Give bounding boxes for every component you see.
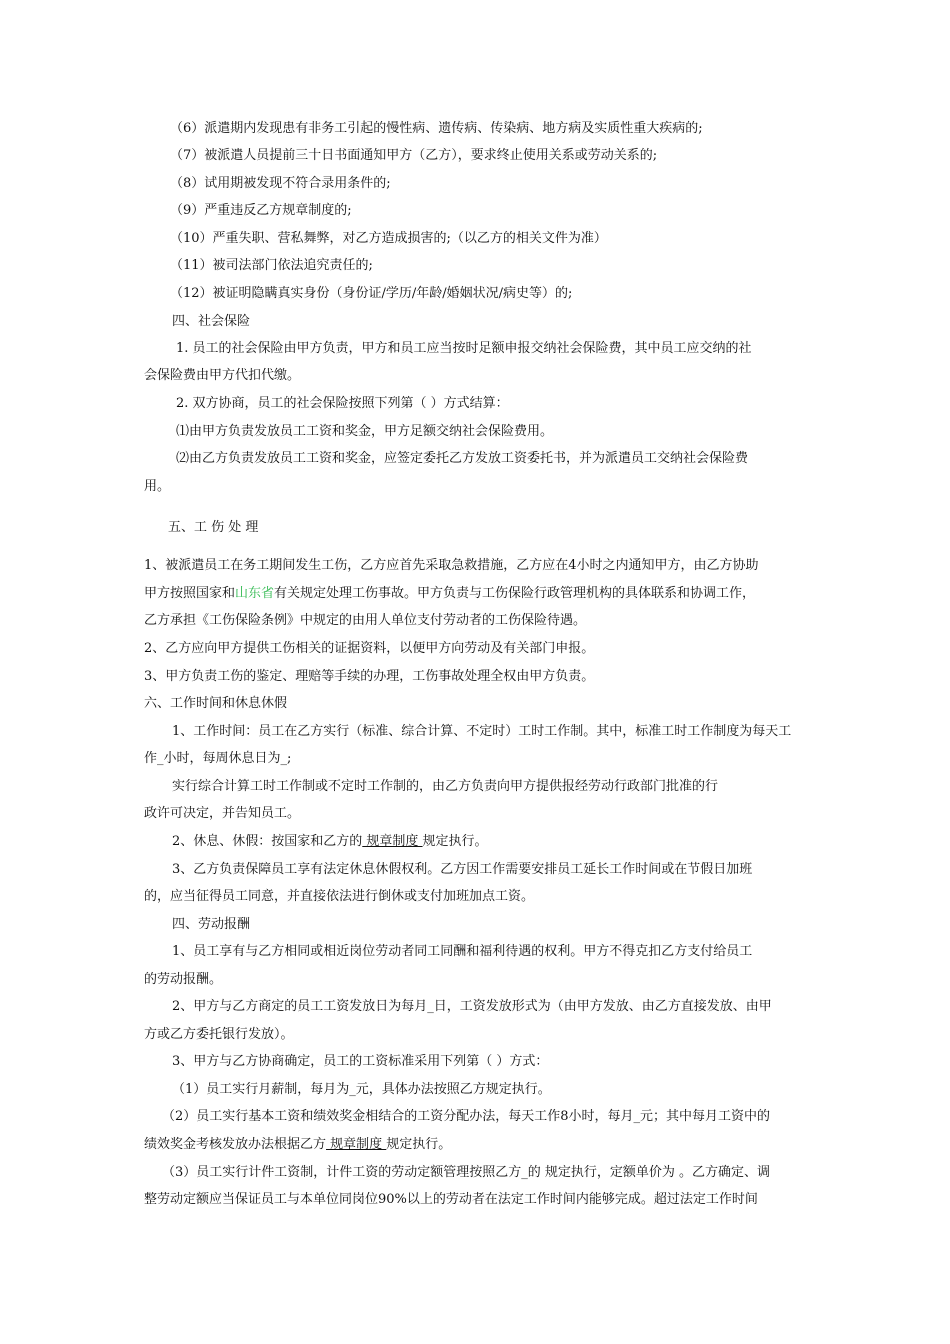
paragraph-line: 1、工作时间：员工在乙方实行（标准、综合计算、不定时）工时工作制。其中，标准工时工作制度为每天工	[172, 724, 792, 739]
clause-8: （8）试用期被发现不符合录用条件的;	[170, 176, 391, 191]
paragraph-line: ⑵由乙方负责发放员工工资和奖金，应签定委托乙方发放工资委托书，并为派遣员工交纳社会保险费	[176, 451, 749, 466]
paragraph-line	[172, 832, 488, 852]
clause-7: （7）被派遣人员提前三十日书面通知甲方（乙方），要求终止使用关系或劳动关系的;	[170, 148, 658, 163]
clause-12: （12）被证明隐瞒真实身份（身份证/学历/年龄/婚姻状况/病史等）的;	[170, 286, 573, 301]
paragraph-line	[144, 584, 755, 604]
rules-underlined: 规章制度	[326, 1137, 387, 1152]
text-run: 有关规定处理工伤事故。甲方负责与工伤保险行政管理机构的具体联系和协调工作，	[274, 586, 756, 601]
text-run: 规定执行。	[422, 834, 488, 849]
paragraph-line: ⑴由甲方负责发放员工工资和奖金，甲方足额交纳社会保险费用。	[176, 424, 554, 439]
clause-6: （6）派遣期内发现患有非务工引起的慢性病、遗传病、传染病、地方病及实质性重大疾病的;	[170, 121, 703, 136]
clause-9: （9）严重违反乙方规章制度的;	[170, 203, 352, 218]
paragraph-line: 作_小时，每周休息日为_;	[144, 751, 292, 766]
paragraph-line: （2）员工实行基本工资和绩效奖金相结合的工资分配办法，每天工作8小时，每月_元；其中每月工资中的	[162, 1109, 771, 1124]
paragraph-line: 2. 双方协商，员工的社会保险按照下列第（ ）方式结算：	[176, 396, 509, 411]
paragraph-line: 乙方承担《工伤保险条例》中规定的由用人单位支付劳动者的工伤保险待遇。	[144, 613, 587, 628]
paragraph-line: 3、甲方负责工伤的鉴定、理赔等手续的办理，工伤事故处理全权由甲方负责。	[144, 669, 595, 684]
province-name: 山东省	[235, 586, 275, 601]
paragraph-line: 的，应当征得员工同意，并直接依法进行倒休或支付加班加点工资。	[144, 889, 535, 904]
section-heading-social-insurance: 四、社会保险	[172, 314, 251, 329]
paragraph-line	[144, 1135, 451, 1155]
clause-11: （11）被司法部门依法追究责任的;	[170, 258, 373, 273]
text-run: 2、休息、休假：按国家和乙方的	[172, 834, 363, 849]
paragraph-line: 1. 员工的社会保险由甲方负责，甲方和员工应当按时足额申报交纳社会保险费，其中员工应交纳的社	[176, 341, 752, 356]
paragraph-line: 3、甲方与乙方协商确定，员工的工资标准采用下列第（ ）方式：	[172, 1054, 549, 1069]
section-heading-work-hours: 六、工作时间和休息休假	[144, 696, 288, 711]
text-run: 规定执行。	[386, 1137, 452, 1152]
paragraph-line: 实行综合计算工时工作制或不定时工作制的，由乙方负责向甲方提供报经劳动行政部门批准的行	[172, 779, 719, 794]
paragraph-line: 政许可决定，并告知员工。	[144, 806, 301, 821]
paragraph-line: 1、员工享有与乙方相同或相近岗位劳动者同工同酬和福利待遇的权利。甲方不得克扣乙方支付给员工	[172, 944, 753, 959]
paragraph-line: 1、被派遣员工在务工期间发生工伤，乙方应首先采取急救措施，乙方应在4小时之内通知甲方，由乙方协助	[144, 558, 759, 573]
paragraph-line: （1）员工实行月薪制，每月为_元，具体办法按照乙方规定执行。	[172, 1082, 551, 1097]
rules-underlined: 规章制度	[362, 834, 423, 849]
section-heading-work-injury: 五、工 伤 处 理	[168, 520, 259, 535]
paragraph-line: 2、甲方与乙方商定的员工工资发放日为每月_日，工资发放形式为（由甲方发放、由乙方直接发放、由甲	[172, 999, 772, 1014]
paragraph-line: 方或乙方委托银行发放）。	[144, 1027, 294, 1042]
paragraph-line: 的劳动报酬。	[144, 972, 223, 987]
paragraph-line: 用。	[144, 479, 171, 494]
text-run: 绩效奖金考核发放办法根据乙方	[144, 1137, 327, 1152]
section-heading-remuneration: 四、劳动报酬	[172, 917, 251, 932]
text-run: 甲方按照国家和	[144, 586, 236, 601]
paragraph-line: 3、乙方负责保障员工享有法定休息休假权利。乙方因工作需要安排员工延长工作时间或在节假日加班	[172, 862, 753, 877]
clause-10: （10）严重失职、营私舞弊，对乙方造成损害的;（以乙方的相关文件为准）	[170, 231, 607, 246]
paragraph-line: 2、乙方应向甲方提供工伤相关的证据资料，以便甲方向劳动及有关部门申报。	[144, 641, 595, 656]
paragraph-line: （3）员工实行计件工资制，计件工资的劳动定额管理按照乙方_的 规定执行，定额单价为 。乙方确定、调	[162, 1165, 771, 1180]
paragraph-line: 会保险费由甲方代扣代缴。	[144, 368, 301, 383]
paragraph-line: 整劳动定额应当保证员工与本单位同岗位90%以上的劳动者在法定工作时间内能够完成。超过法定工作时间	[144, 1192, 758, 1207]
